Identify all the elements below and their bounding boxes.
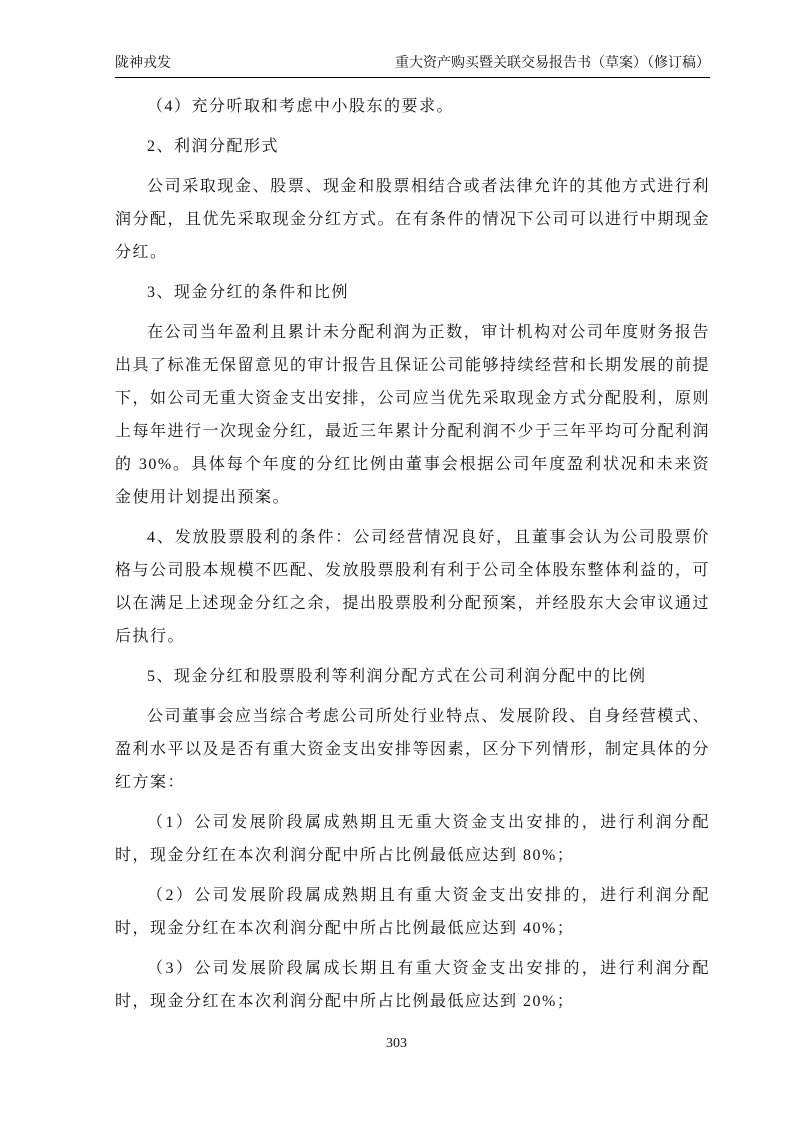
header-company-name: 陇神戎发 <box>115 56 171 71</box>
paragraph: （4）充分听取和考虑中小股东的要求。 <box>147 98 455 115</box>
paragraph: 公司董事会应当综合考虑公司所处行业特点、发展阶段、自身经营模式、盈利水平以及是否有重大资金支出安排等因素，区分下列情形，制定具体的分红方案： <box>115 708 711 791</box>
page-header <box>115 52 710 78</box>
section-heading: 2、利润分配形式 <box>147 138 280 155</box>
document-body <box>115 90 710 1025</box>
section-heading: 3、现金分红的条件和比例 <box>147 284 350 301</box>
section-heading: 5、现金分红和股票股利等利润分配方式在公司利润分配中的比例 <box>147 668 647 685</box>
paragraph: 4、发放股票股利的条件：公司经营情况良好，且董事会认为公司股票价格与公司股本规模不匹配、发放股票股利有利于公司全体股东整体利益的，可以在满足上述现金分红之余，提出股票股利分配预案，并经股东大会审议通过后执行。 <box>115 529 711 645</box>
page-footer <box>0 1036 793 1052</box>
page-number: 303 <box>386 1036 407 1051</box>
paragraph: （1）公司发展阶段属成熟期且无重大资金支出安排的，进行利润分配时，现金分红在本次利润分配中所占比例最低应达到 80%； <box>115 814 710 864</box>
paragraph: （2）公司发展阶段属成熟期且有重大资金支出安排的，进行利润分配时，现金分红在本次利润分配中所占比例最低应达到 40%； <box>115 887 710 937</box>
paragraph: （3）公司发展阶段属成长期且有重大资金支出安排的，进行利润分配时，现金分红在本次利润分配中所占比例最低应达到 20%； <box>115 960 710 1010</box>
header-report-title: 重大资产购买暨关联交易报告书（草案）（修订稿） <box>395 56 710 71</box>
paragraph: 在公司当年盈利且累计未分配利润为正数，审计机构对公司年度财务报告出具了标准无保留意见的审计报告且保证公司能够持续经营和长期发展的前提下，如公司无重大资金支出安排，公司应当优先采取现金方式分配股利，原则上每年进行一次现金分红，最近三年累计分配利润不少于三年平均可分配利润的 30%。具体每个年度的分红比例由董事会根据公司年度盈利状况和未来资金使用计划提出预案。 <box>115 324 711 506</box>
paragraph: 公司采取现金、股票、现金和股票相结合或者法律允许的其他方式进行利润分配，且优先采取现金分红方式。在有条件的情况下公司可以进行中期现金分红。 <box>115 178 711 261</box>
